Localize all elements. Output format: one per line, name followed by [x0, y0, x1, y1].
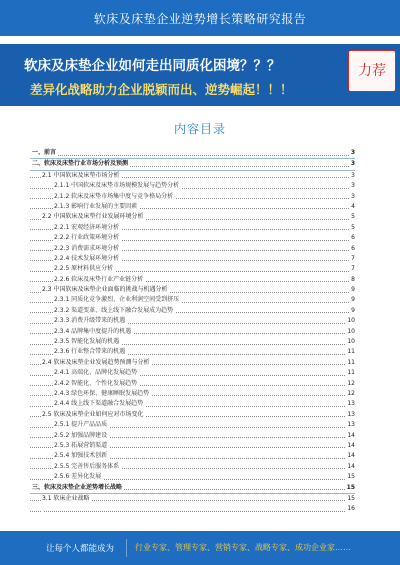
toc-entry-title: 2.3.1 同质化竞争激烈、企业利润空间受到挤压	[54, 296, 180, 304]
toc-entry-page: 3	[349, 148, 355, 158]
toc-entry[interactable]	[30, 233, 355, 243]
toc-entry-title: 2.5.6 差异化发展	[54, 473, 102, 481]
toc-entry-page: 8	[349, 275, 355, 285]
toc-dot-leader	[30, 511, 355, 512]
toc-entry-title: 2.4 软床及床垫企业发展趋势预测与分析	[42, 358, 150, 366]
toc-entry[interactable]	[30, 504, 355, 514]
toc-entry-title: 2.1.2 软床及床垫市场集中度与竞争格局分析	[54, 192, 174, 200]
toc-entry-title: 2.3.3 消费升级带来的机遇	[54, 317, 126, 325]
toc-entry-title: 2.3.2 渠道变革、线上线下融合发展成为趋势	[54, 306, 174, 314]
toc-dot-leader	[30, 155, 355, 156]
banner-headline: 软床及床垫企业如何走出同质化困境？？？	[24, 58, 281, 74]
toc-entry-title: 2.5.1 提升产品品质	[54, 421, 108, 429]
toc-entry-title: 2.2.3 消费需求环境分析	[54, 244, 120, 252]
toc-entry[interactable]	[30, 244, 355, 254]
toc-entry-page: 9	[349, 306, 355, 316]
toc-entry-title: 3.1 软床企业战略	[42, 494, 90, 502]
toc-entry[interactable]	[30, 494, 355, 504]
toc-entry-title: 2.1 中国软床及床垫市场分析	[42, 171, 120, 179]
toc-entry-title	[42, 505, 44, 512]
promo-banner	[0, 44, 400, 106]
toc-entry[interactable]	[30, 295, 355, 305]
toc-entry-page: 10	[345, 337, 355, 347]
toc-entry[interactable]	[30, 181, 355, 191]
toc-entry[interactable]	[30, 337, 355, 347]
toc-entry-title: 2.3.5 智能化发展的机遇	[54, 338, 120, 346]
toc-entry-page: 3	[349, 192, 355, 202]
toc-entry-page: 13	[345, 420, 355, 430]
toc-entry-page: 3	[349, 181, 355, 191]
toc-entry-title: 2.2.1 宏观经济环境分析	[54, 223, 120, 231]
footer-roles: 行业专家、管理专家、营销专家、战略专家、成功企业家……	[135, 543, 351, 552]
footer-slogan: 让每个人都能成为	[46, 544, 115, 554]
toc-entry[interactable]	[30, 285, 355, 295]
toc-entry-title: 2.2.6 软床及床垫行业产业链分析	[54, 275, 144, 283]
toc-heading: 内容目录	[173, 122, 226, 136]
toc-entry[interactable]	[30, 420, 355, 430]
toc-entry[interactable]	[30, 368, 355, 378]
toc-entry[interactable]	[30, 483, 355, 494]
toc-entry-page: 14	[345, 462, 355, 472]
toc-entry-page: 5	[349, 223, 355, 233]
toc-entry-page: 11	[345, 347, 355, 357]
toc-entry-page: 9	[349, 295, 355, 305]
toc-entry-title: 2.3 中国软床及床垫企业面临的挑战与机遇分析	[42, 286, 168, 294]
toc-entry-page: 3	[349, 171, 355, 181]
toc-entry-page: 4	[349, 202, 355, 212]
toc-entry-page: 6	[349, 233, 355, 243]
toc-entry-page: 14	[345, 431, 355, 441]
recommend-seal-stamp: 力荐	[348, 50, 396, 92]
toc-entry-title: 2.3.4 品牌集中度提升的机遇	[54, 327, 132, 335]
toc-entry-title: 2.3.6 行业整合带来的机遇	[54, 348, 126, 356]
toc-entry-page: 9	[349, 285, 355, 295]
toc-entry-title: 2.5.2 加强品牌建设	[54, 431, 108, 439]
toc-entry-page: 12	[345, 389, 355, 399]
toc-entry-page: 5	[349, 212, 355, 222]
toc-entry-title: 2.2 中国软床及床垫行业发展环境分析	[42, 213, 144, 221]
toc-entry-page: 14	[345, 441, 355, 451]
toc-entry-title: 2.4.3 绿色环保、健康睡眠发展趋势	[54, 389, 150, 397]
toc-entry-page: 7	[349, 254, 355, 264]
toc-entry-page: 7	[349, 264, 355, 274]
toc-entry[interactable]	[30, 379, 355, 389]
toc-entry[interactable]	[30, 451, 355, 461]
toc-entry-title: 2.2.5 原材料供应分析	[54, 265, 114, 273]
toc-entry-page: 14	[345, 451, 355, 461]
toc-entry[interactable]	[30, 399, 355, 409]
table-of-contents	[30, 148, 355, 515]
toc-entry-page: 15	[345, 472, 355, 482]
toc-entry[interactable]	[30, 223, 355, 233]
toc-entry[interactable]	[30, 306, 355, 316]
toc-entry-page: 13	[345, 410, 355, 420]
toc-entry-page: 16	[345, 504, 355, 514]
toc-entry[interactable]	[30, 358, 355, 368]
toc-entry[interactable]	[30, 347, 355, 357]
toc-entry-page: 11	[345, 368, 355, 378]
toc-entry-page: 13	[345, 399, 355, 409]
toc-entry[interactable]	[30, 431, 355, 441]
toc-entry-title: 2.2.4 技术发展环境分析	[54, 254, 120, 262]
toc-entry-title: 二、软床及床垫行业市场分析及预测	[32, 160, 129, 168]
toc-entry[interactable]	[30, 472, 355, 482]
toc-entry[interactable]	[30, 389, 355, 399]
toc-entry-page: 15	[345, 494, 355, 504]
toc-entry[interactable]	[30, 275, 355, 285]
footer-bar	[0, 531, 400, 565]
toc-entry[interactable]	[30, 212, 355, 222]
toc-entry[interactable]	[30, 316, 355, 326]
toc-entry-page: 11	[345, 358, 355, 368]
toc-entry[interactable]	[30, 410, 355, 420]
toc-entry-title: 2.4.2 智能化、个性化发展趋势	[54, 379, 138, 387]
toc-entry[interactable]	[30, 327, 355, 337]
banner-subline: 差异化战略助力企业脱颖而出、逆势崛起！！！	[30, 82, 293, 97]
toc-entry-title: 2.1.1 中国软床及床垫市场规模发展与趋势分析	[54, 182, 180, 190]
toc-entry-title: 2.5 软床及床垫企业如何应对市场变化	[42, 410, 144, 418]
toc-entry[interactable]	[30, 441, 355, 451]
toc-entry-title: 2.5.5 完善售后服务体系	[54, 462, 120, 470]
toc-entry-title: 三、软床及床垫企业逆势增长战略	[32, 483, 123, 491]
toc-entry[interactable]	[30, 159, 355, 170]
toc-entry[interactable]	[30, 192, 355, 202]
toc-entry[interactable]	[30, 462, 355, 472]
toc-entry[interactable]	[30, 254, 355, 264]
toc-entry-page: 10	[345, 316, 355, 326]
toc-entry[interactable]	[30, 202, 355, 212]
toc-entry-page: 10	[345, 327, 355, 337]
toc-entry-page: 3	[349, 159, 355, 169]
toc-entry-title: 2.5.3 拓展营销渠道	[54, 441, 108, 449]
toc-entry-title: 2.4.4 线上线下渠道融合发展趋势	[54, 400, 144, 408]
toc-entry[interactable]	[30, 171, 355, 181]
header-bar	[0, 0, 400, 36]
toc-entry-title: 2.4.1 高端化、品牌化发展趋势	[54, 369, 138, 377]
toc-entry-title: 2.1.3 影响行业发展的主要因素	[54, 202, 138, 210]
toc-entry-title: 2.5.4 加强技术创新	[54, 452, 108, 460]
toc-entry-page: 6	[349, 244, 355, 254]
toc-entry[interactable]	[30, 148, 355, 159]
toc-entry-title: 2.2.2 行业政策环境分析	[54, 234, 120, 242]
toc-entry-page: 15	[345, 483, 355, 493]
toc-entry[interactable]	[30, 264, 355, 274]
toc-entry-title: 一、前言	[32, 149, 57, 156]
report-title: 软床及床垫企业逆势增长策略研究报告	[93, 12, 307, 26]
toc-entry-page: 12	[345, 379, 355, 389]
